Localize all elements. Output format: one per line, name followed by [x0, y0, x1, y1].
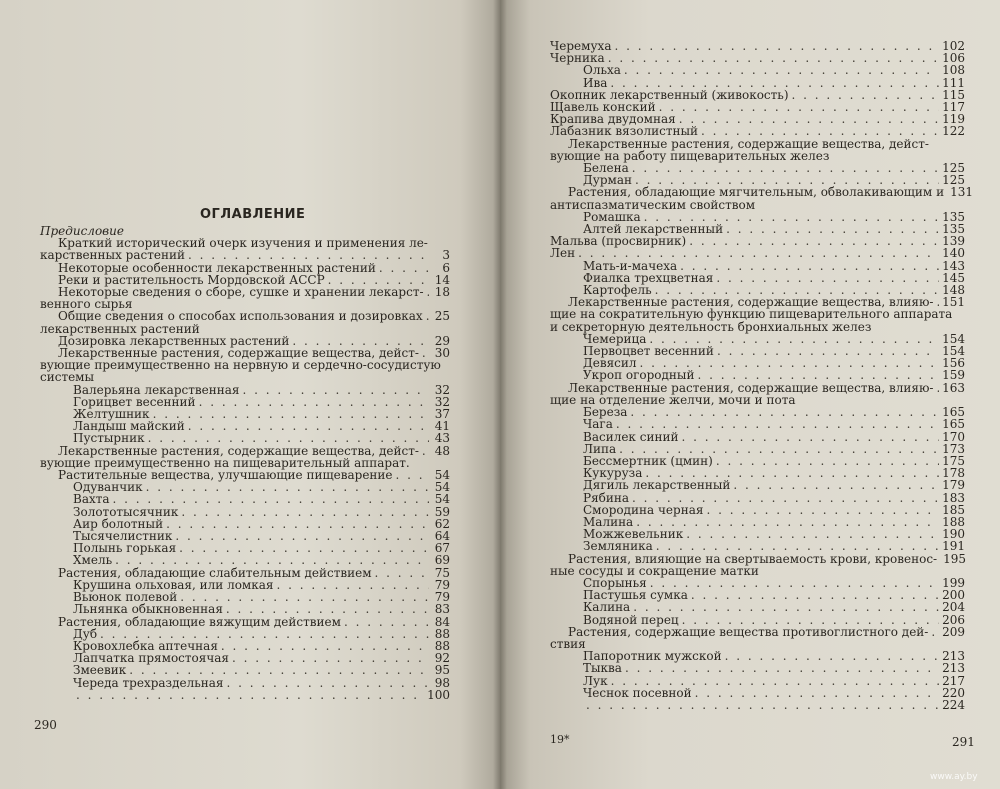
toc-entry-page: 30 [434, 346, 450, 361]
toc-entry-page: 54 [434, 480, 450, 495]
toc-entry-title: Лекарственные растения, содержащие вещества, дейст- [568, 136, 929, 151]
toc-entry-page: 178 [942, 466, 965, 481]
toc-entry [550, 77, 965, 89]
toc-entry [550, 540, 965, 552]
toc-entry-page: 159 [942, 368, 965, 383]
toc-entry-title: Лен [550, 246, 576, 261]
toc-entry-page: 111 [942, 75, 965, 90]
toc-entry-title: Растительные вещества, улучшающие пищеварение [58, 468, 393, 483]
toc-entry-title: Ольха [583, 63, 621, 78]
dot-leader [586, 699, 939, 711]
dot-leader [679, 113, 939, 125]
dot-leader [717, 345, 939, 357]
toc-entry [550, 431, 965, 443]
toc-entry-page: 224 [942, 697, 965, 712]
toc-entry-title: Дягиль лекарственный [583, 478, 731, 493]
toc-entry-title: Рябина [583, 490, 630, 505]
dot-leader [226, 603, 429, 615]
dot-leader [701, 125, 939, 137]
toc-entry-title: Белена [583, 161, 629, 176]
toc-entry-page: 41 [434, 419, 450, 434]
toc-entry-title: Лук [583, 673, 608, 688]
toc-entry-page: 54 [434, 492, 450, 507]
toc-entry-title: Горицвет весенний [73, 394, 196, 409]
watermark: www.ay.by [930, 772, 978, 782]
toc-entry-title: Череда трехраздельная [73, 675, 224, 690]
dot-leader [181, 506, 429, 518]
toc-entry-page: 125 [942, 161, 965, 176]
dot-leader [706, 504, 939, 516]
toc-entry-page: 183 [942, 490, 965, 505]
toc-entry-page: 3 [442, 248, 450, 263]
dot-leader [659, 101, 939, 113]
dot-leader [616, 418, 939, 430]
toc-entry-title: Растения, обладающие вяжущим действием [58, 614, 341, 629]
dot-leader [179, 542, 429, 554]
toc-entry-page: 199 [942, 575, 965, 590]
toc-entry-title: Растения, обладающие слабительным действием [58, 565, 372, 580]
toc-entry-page: 131 [950, 185, 973, 200]
toc-entry [40, 432, 450, 444]
toc-entry-page: 79 [434, 577, 450, 592]
toc-entry-page: 64 [434, 529, 450, 544]
dot-leader [226, 677, 429, 689]
dot-leader [610, 77, 939, 89]
dot-leader [614, 40, 939, 52]
dot-leader [611, 675, 940, 687]
dot-leader [656, 540, 939, 552]
toc-entry-page: 79 [434, 590, 450, 605]
toc-entry-title: системы [40, 370, 95, 385]
dot-leader [242, 384, 429, 396]
toc-entry [550, 601, 965, 613]
toc-entry-title: Лекарственные растения, содержащие вещества, влияю- [568, 295, 934, 310]
toc-entry-title: Алтей лекарственный [583, 222, 724, 237]
toc-entry-page: 220 [942, 685, 965, 700]
toc-entry-page: 48 [434, 443, 450, 458]
toc-entry-title: Змеевик [73, 663, 127, 678]
toc-entry [40, 359, 450, 371]
dot-leader [188, 420, 429, 432]
toc-entry-title: ствия [550, 636, 586, 651]
toc-entry-title: Водяной перец [583, 612, 679, 627]
dot-leader [232, 652, 429, 664]
toc-entry [40, 616, 450, 628]
toc-entry-title: Ландыш майский [73, 419, 185, 434]
dot-leader [680, 260, 939, 272]
dot-leader [691, 589, 939, 601]
toc-entry-page: 92 [434, 651, 450, 666]
toc-entry-page: 140 [942, 246, 965, 261]
dot-leader [166, 518, 429, 530]
dot-leader [148, 432, 429, 444]
dot-leader [686, 528, 939, 540]
toc-entry-title: Земляника [583, 539, 653, 554]
dot-leader [682, 614, 939, 626]
toc-entry-page: 75 [434, 565, 450, 580]
toc-entry [550, 492, 965, 504]
toc-entry-title: Ромашка [583, 209, 641, 224]
toc-entry-title: Полынь горькая [73, 541, 177, 556]
toc-entry-page: 154 [942, 344, 965, 359]
dot-leader [608, 52, 939, 64]
dot-leader [146, 481, 429, 493]
toc-entry-page: 145 [942, 270, 965, 285]
toc-entry-title: Чеснок посевной [583, 685, 692, 700]
toc-entry-page: 154 [942, 331, 965, 346]
toc-entry-page: 14 [434, 272, 450, 287]
toc-entry-title: Кукуруза [583, 466, 643, 481]
dot-leader [726, 223, 939, 235]
toc-entry-title: Щавель конский [550, 100, 656, 115]
toc-entry-title: Дурман [583, 173, 632, 188]
book-gutter [493, 0, 507, 789]
toc-entry-page: 173 [942, 441, 965, 456]
toc-entry [40, 603, 450, 615]
dot-leader [276, 579, 429, 591]
toc-entry-page: 148 [942, 283, 965, 298]
dot-leader [650, 577, 939, 589]
dot-leader [695, 687, 939, 699]
toc-entry-title: Некоторые особенности лекарственных растений [58, 260, 376, 275]
toc-entry-title: Аир болотный [73, 516, 164, 531]
dot-leader [199, 396, 429, 408]
toc-entry-page: 59 [434, 504, 450, 519]
toc-entry [550, 699, 965, 711]
toc-entry [40, 371, 450, 383]
dot-leader [625, 662, 939, 674]
dot-leader [129, 664, 429, 676]
toc-entry-title: Черемуха [550, 39, 612, 53]
toc-entry [40, 249, 450, 261]
toc-entry-title: лекарственных растений [40, 321, 200, 336]
dot-leader [578, 247, 939, 259]
toc-entry [550, 235, 965, 247]
dot-leader [632, 492, 939, 504]
toc-entry [550, 40, 965, 52]
dot-leader [115, 554, 429, 566]
toc-entry [40, 664, 450, 676]
toc-entry-page: 206 [942, 612, 965, 627]
toc-entry-page: 29 [434, 333, 450, 348]
toc-entry-page: 32 [434, 394, 450, 409]
toc-entry-page: 213 [942, 649, 965, 664]
toc-entry [550, 553, 965, 565]
toc-entry-title: венного сырья [40, 297, 133, 312]
toc-entry [40, 677, 450, 689]
dot-leader [427, 286, 429, 298]
toc-entry-page: 25 [434, 309, 450, 324]
dot-leader [76, 689, 424, 701]
toc-entry-page: 217 [942, 673, 965, 688]
toc-entry-title: Чага [583, 417, 613, 432]
toc-entry-title: Кровохлебка аптечная [73, 638, 218, 653]
toc-entry-page: 151 [942, 295, 965, 310]
toc-entry-title: Окопник лекарственный (живокость) [550, 87, 789, 102]
toc-entry-title: Пастушья сумка [583, 588, 688, 603]
toc-entry-page: 204 [942, 600, 965, 615]
toc-entry-page: 6 [442, 260, 450, 275]
toc-entry-page: 106 [942, 51, 965, 66]
toc-entry-title: и секреторную деятельность бронхиальных желез [550, 319, 872, 334]
toc-entry-page: 185 [942, 502, 965, 517]
toc-entry-title: вующие на работу пищеварительных желез [550, 148, 830, 163]
toc-entry [40, 262, 450, 274]
dot-leader [716, 272, 939, 284]
toc-entry-title: Хмель [73, 553, 113, 568]
toc-entry [40, 554, 450, 566]
toc-entry-page: 139 [942, 234, 965, 249]
dot-leader [379, 262, 429, 274]
toc-entry-page: 190 [942, 527, 965, 542]
toc-entry-title: вующие преимущественно на нервную и сердечно-сосудистую [40, 358, 441, 373]
toc-entry-title: Растения, содержащие вещества противоглистного дей- [568, 624, 929, 639]
toc-entry-page: 200 [942, 588, 965, 603]
toc-entry-title: Предисловие [40, 224, 124, 238]
toc-entry-title: Первоцвет весенний [583, 344, 714, 359]
toc-entry-page: 179 [942, 478, 965, 493]
toc-entry-title: Мать-и-мачеха [583, 258, 678, 273]
toc-entry-page: 69 [434, 553, 450, 568]
toc-entry-title: Лекарственные растения, содержащие вещества, влияю- [568, 380, 934, 395]
dot-leader [733, 479, 939, 491]
toc-entry-title: Дозировка лекарственных растений [58, 333, 290, 348]
toc-entry-title: Растения, обладающие мягчительным, обволакивающим и [568, 185, 945, 200]
toc-entry [550, 369, 965, 381]
toc-entry [550, 418, 965, 430]
toc-entry [550, 199, 965, 211]
toc-entry [40, 493, 450, 505]
toc-entry-title: Вахта [73, 492, 110, 507]
toc-entry-title: Василек синий [583, 429, 679, 444]
dot-leader [396, 469, 429, 481]
toc-entry-title: щие на отделение желчи, мочи и пота [550, 392, 796, 407]
toc-entry-page: 119 [942, 112, 965, 127]
toc-entry-title: Крушина ольховая, или ломкая [73, 577, 274, 592]
toc-entry-title: Крапива двудомная [550, 112, 676, 127]
toc-entry-title: Валерьяна лекарственная [73, 382, 240, 397]
toc-entry-page: 102 [942, 39, 965, 53]
toc-entry-title: Дуб [73, 626, 98, 641]
dot-leader [113, 493, 429, 505]
toc-entry-title: Желтушник [73, 407, 150, 422]
toc-entry-title: ные сосуды и сокращение матки [550, 563, 759, 578]
left-page-number: 290 [34, 718, 57, 732]
toc-entry-page: 195 [943, 551, 966, 566]
toc-entry-title: Черника [550, 51, 605, 66]
dot-leader [422, 445, 429, 457]
toc-entry-page: 122 [942, 124, 965, 139]
toc-entry-page: 143 [942, 258, 965, 273]
toc-entry-title: Малина [583, 514, 634, 529]
toc-entry [550, 614, 965, 626]
toc-entry-page: 18 [434, 285, 450, 300]
toc-entry-title: Тысячелистник [73, 529, 173, 544]
dot-leader [221, 640, 429, 652]
toc-entry-page: 117 [942, 100, 965, 115]
toc-entry-title: Береза [583, 405, 628, 420]
toc-entry-title: Ива [583, 75, 608, 90]
toc-entry [550, 308, 965, 320]
toc-entry-title: Смородина черная [583, 502, 704, 517]
right-toc-list [550, 39, 973, 712]
dot-leader [931, 626, 939, 638]
toc-entry-title: Папоротник мужской [583, 649, 722, 664]
toc-entry [550, 125, 965, 137]
dot-leader [792, 89, 940, 101]
toc-entry-page: 54 [434, 468, 450, 483]
dot-leader [630, 406, 939, 418]
toc-entry-page: 88 [434, 626, 450, 641]
dot-leader [725, 650, 940, 662]
toc-entry-title: Золототысячник [73, 504, 179, 519]
toc-entry [40, 689, 450, 701]
toc-entry-page: 84 [434, 614, 450, 629]
toc-entry-title: Лекарственные растения, содержащие вещества, дейст- [58, 346, 419, 361]
toc-entry-page: 32 [434, 382, 450, 397]
toc-entry-title: карственных растений [40, 248, 185, 263]
toc-entry-title: Можжевельник [583, 527, 684, 542]
toc-entry-title: Некоторые сведения о сборе, сушке и хранении лекарст- [58, 285, 424, 300]
dot-leader [175, 530, 429, 542]
dot-leader [426, 310, 429, 322]
signature-mark: 19* [550, 733, 570, 746]
toc-entry [550, 662, 965, 674]
dot-leader [344, 616, 429, 628]
dot-leader [681, 431, 939, 443]
toc-entry-page: 115 [942, 87, 965, 102]
toc-entry-title: Чемерица [583, 331, 647, 346]
toc-entry-title: Липа [583, 441, 617, 456]
toc-entry-page: 43 [434, 431, 450, 446]
dot-leader [633, 601, 939, 613]
dot-leader [624, 64, 939, 76]
toc-entry-page: 95 [434, 663, 450, 678]
toc-entry-page: 135 [942, 222, 965, 237]
toc-entry [550, 687, 965, 699]
toc-entry-title: Вьюнок полевой [73, 590, 178, 605]
toc-entry-page: 175 [942, 453, 965, 468]
toc-entry-title: Реки и растительность Мордовской АССР [58, 272, 325, 287]
toc-entry-title: вующие преимущественно на пищеварительный аппарат. [40, 455, 410, 470]
toc-entry-page: 165 [942, 405, 965, 420]
toc-entry-page: 83 [434, 602, 450, 617]
toc-entry-page: 62 [434, 516, 450, 531]
toc-entry-title: Девясил [583, 356, 637, 371]
toc-entry-page: 170 [942, 429, 965, 444]
toc-entry-page: 100 [427, 687, 450, 702]
toc-entry-title: Пустырник [73, 431, 145, 446]
toc-entry-title: Лапчатка прямостоячая [73, 651, 229, 666]
toc-entry-title: Одуванчик [73, 480, 143, 495]
dot-leader [689, 235, 939, 247]
toc-entry [550, 138, 965, 150]
toc-entry-page: 163 [942, 380, 965, 395]
toc-entry-title: Калина [583, 600, 631, 615]
toc-entry-page: 37 [434, 407, 450, 422]
toc-entry [40, 310, 450, 322]
toc-entry-page: 125 [942, 173, 965, 188]
toc-entry-title: Лабазник вязолистный [550, 124, 699, 139]
toc-entry [40, 323, 450, 335]
toc-entry-page: 156 [942, 356, 965, 371]
toc-entry-title: Фиалка трехцветная [583, 270, 714, 285]
toc-entry-title: Бессмертник (цмин) [583, 453, 713, 468]
toc-entry-title: щие на сократительную функцию пищеварительного аппарата [550, 307, 953, 322]
toc-entry-page: 191 [942, 539, 965, 554]
toc-entry [40, 384, 450, 396]
toc-entry-title: Спорынья [583, 575, 647, 590]
toc-entry-page: 67 [434, 541, 450, 556]
dot-leader [375, 567, 429, 579]
toc-entry [550, 247, 965, 259]
dot-leader [697, 369, 939, 381]
toc-entry-page: 165 [942, 417, 965, 432]
toc-entry-page: 188 [942, 514, 965, 529]
toc-entry-title: Краткий исторический очерк изучения и применения ле- [58, 236, 428, 251]
toc-entry-page: 209 [942, 624, 965, 639]
toc-title: ОГЛАВЛЕНИЕ [200, 207, 306, 222]
toc-entry-page: 135 [942, 209, 965, 224]
toc-entry [550, 479, 965, 491]
toc-entry-page: 213 [942, 661, 965, 676]
left-toc-list [40, 225, 450, 701]
toc-entry [550, 626, 965, 638]
toc-entry-title: Общие сведения о способах использования и дозировках [58, 309, 423, 324]
toc-entry-title: Растения, влияющие на свертываемость крови, кровенос- [568, 551, 938, 566]
toc-entry-title: антиспазматическим свойством [550, 197, 756, 212]
toc-entry-page: 88 [434, 638, 450, 653]
toc-entry [550, 675, 965, 687]
toc-entry-title: Лекарственные растения, содержащие вещества, дейст- [58, 443, 419, 458]
dot-leader [716, 455, 939, 467]
dot-leader [153, 408, 429, 420]
toc-entry-title: Тыква [583, 661, 622, 676]
dot-leader [188, 249, 429, 261]
toc-entry-title: Картофель [583, 283, 652, 298]
right-page-number: 291 [952, 735, 975, 749]
toc-entry [550, 185, 973, 200]
dot-leader [936, 382, 939, 394]
toc-entry-title: Укроп огородный [583, 368, 695, 383]
toc-entry-page: 98 [434, 675, 450, 690]
toc-entry-title: Льнянка обыкновенная [73, 602, 223, 617]
dot-leader [632, 162, 939, 174]
toc-entry [550, 64, 965, 76]
toc-entry-title: Мальва (просвирник) [550, 234, 687, 249]
toc-entry-page: 108 [942, 63, 965, 78]
